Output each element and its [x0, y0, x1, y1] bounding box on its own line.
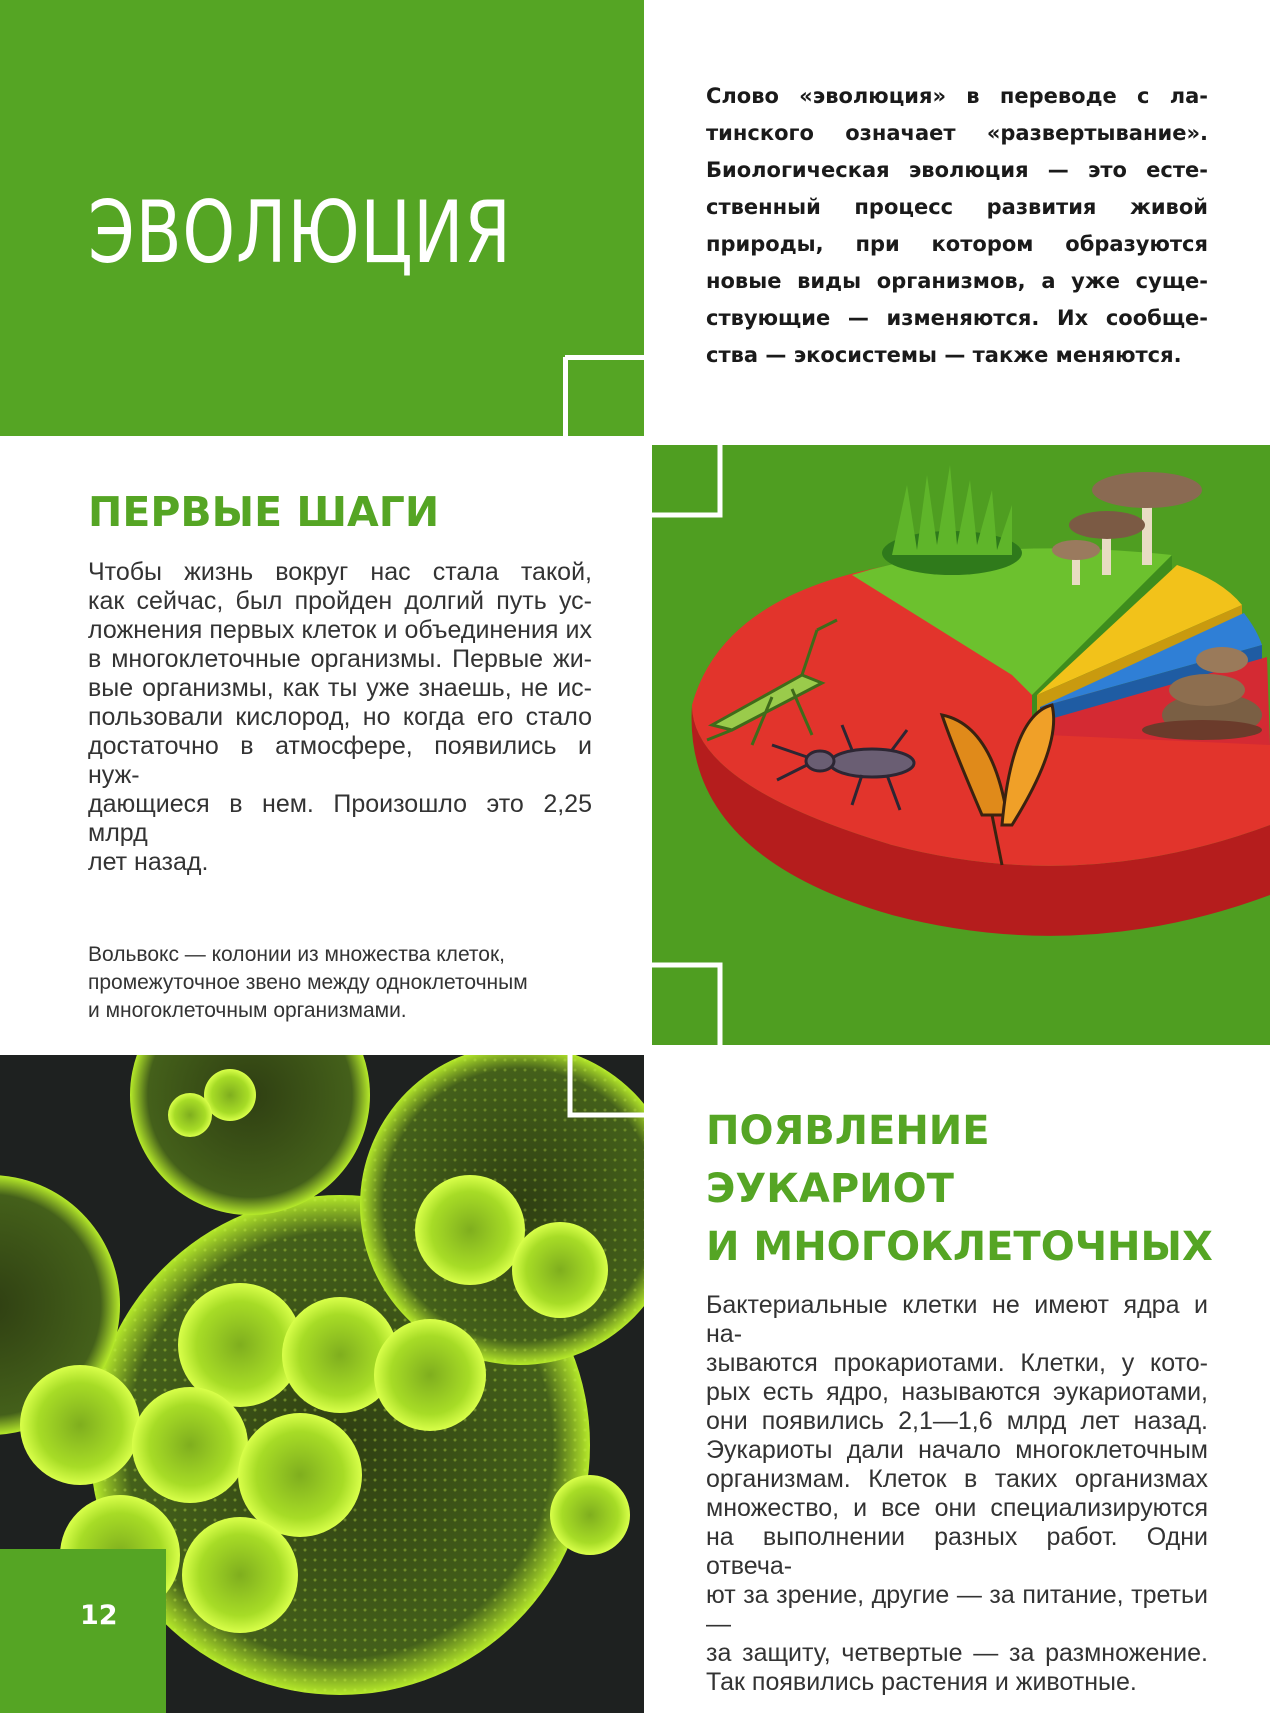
body-line: как сейчас, был пройден долгий путь ус-	[88, 587, 592, 615]
body-line: за защиту, четвертые — за размножение.	[706, 1639, 1208, 1667]
body-line: в многоклеточные организмы. Первые жи-	[88, 645, 592, 673]
section-heading	[706, 1102, 1226, 1276]
body-line: достаточно в атмосфере, появились и нуж-	[88, 732, 592, 789]
body-line: зываются прокариотами. Клетки, у кото-	[706, 1349, 1208, 1377]
body-line: Бактериальные клетки не имеют ядра и на-	[706, 1291, 1208, 1348]
intro-line: новые виды организмов, а уже суще-	[706, 269, 1208, 293]
image-caption	[88, 941, 588, 1025]
body-line: Чтобы жизнь вокруг нас стала такой,	[88, 558, 592, 586]
caption-line: промежуточное звено между одноклеточным	[88, 971, 528, 994]
pie-illustration	[652, 445, 1270, 1045]
page-number-box	[0, 1549, 166, 1713]
heading-line: ЭУКАРИОТ	[706, 1166, 954, 1212]
page-title: ЭВОЛЮЦИЯ	[88, 183, 512, 283]
body-line: рых есть ядро, называются эукариотами,	[706, 1378, 1208, 1406]
corner-bracket-line	[652, 445, 720, 515]
intro-line: Биологическая эволюция — это есте-	[706, 158, 1208, 182]
pie-illustration-art	[652, 445, 1270, 1045]
intro-line: Слово «эволюция» в переводе с ла-	[706, 84, 1208, 108]
body-line: вые организмы, как ты уже знаешь, не ис-	[88, 674, 592, 702]
body-line: дающиеся в нем. Произошло это 2,25 млрд	[88, 790, 592, 847]
corner-bracket	[559, 351, 565, 357]
grass-icon	[882, 465, 1022, 575]
intro-paragraph	[706, 78, 1208, 374]
heading-line: И МНОГОКЛЕТОЧНЫХ	[706, 1224, 1213, 1270]
heading-line: ПОЯВЛЕНИЕ	[706, 1108, 990, 1154]
section-heading: ПЕРВЫЕ ШАГИ	[88, 488, 440, 536]
section-body	[706, 1291, 1208, 1697]
corner-bracket-line	[652, 965, 720, 1045]
body-line: Эукариоты дали начало многоклеточным	[706, 1436, 1208, 1464]
body-line: организмам. Клеток в таких организмах	[706, 1465, 1208, 1493]
body-line: множество, и все они специализируются	[706, 1494, 1208, 1522]
body-line: Так появились растения и животные.	[706, 1668, 1137, 1696]
intro-line: ствующие — изменяются. Их сообще-	[706, 306, 1208, 330]
caption-line: Вольвокс — колонии из множества клеток,	[88, 943, 506, 966]
page-number: 12	[80, 1600, 118, 1631]
intro-line: тинского означает «развертывание».	[706, 121, 1208, 145]
body-line: пользовали кислород, но когда его стало	[88, 703, 592, 731]
body-line: ют за зрение, другие — за питание, третьи —	[706, 1581, 1208, 1638]
body-line: они появились 2,1—1,6 млрд лет назад.	[706, 1407, 1208, 1435]
intro-line: ственный процесс развития живой	[706, 195, 1208, 219]
intro-line: ства — экосистемы — также меняются.	[706, 343, 1182, 367]
section-body	[88, 558, 592, 877]
body-line: ложнения первых клеток и объединения их	[88, 616, 592, 644]
caption-line: и многоклеточным организмами.	[88, 999, 407, 1022]
intro-line: природы, при котором образуются	[706, 232, 1208, 256]
body-line: лет назад.	[88, 848, 209, 876]
body-line: на выполнении разных работ. Одни отвеча-	[706, 1523, 1208, 1580]
corner-bracket	[563, 355, 650, 440]
